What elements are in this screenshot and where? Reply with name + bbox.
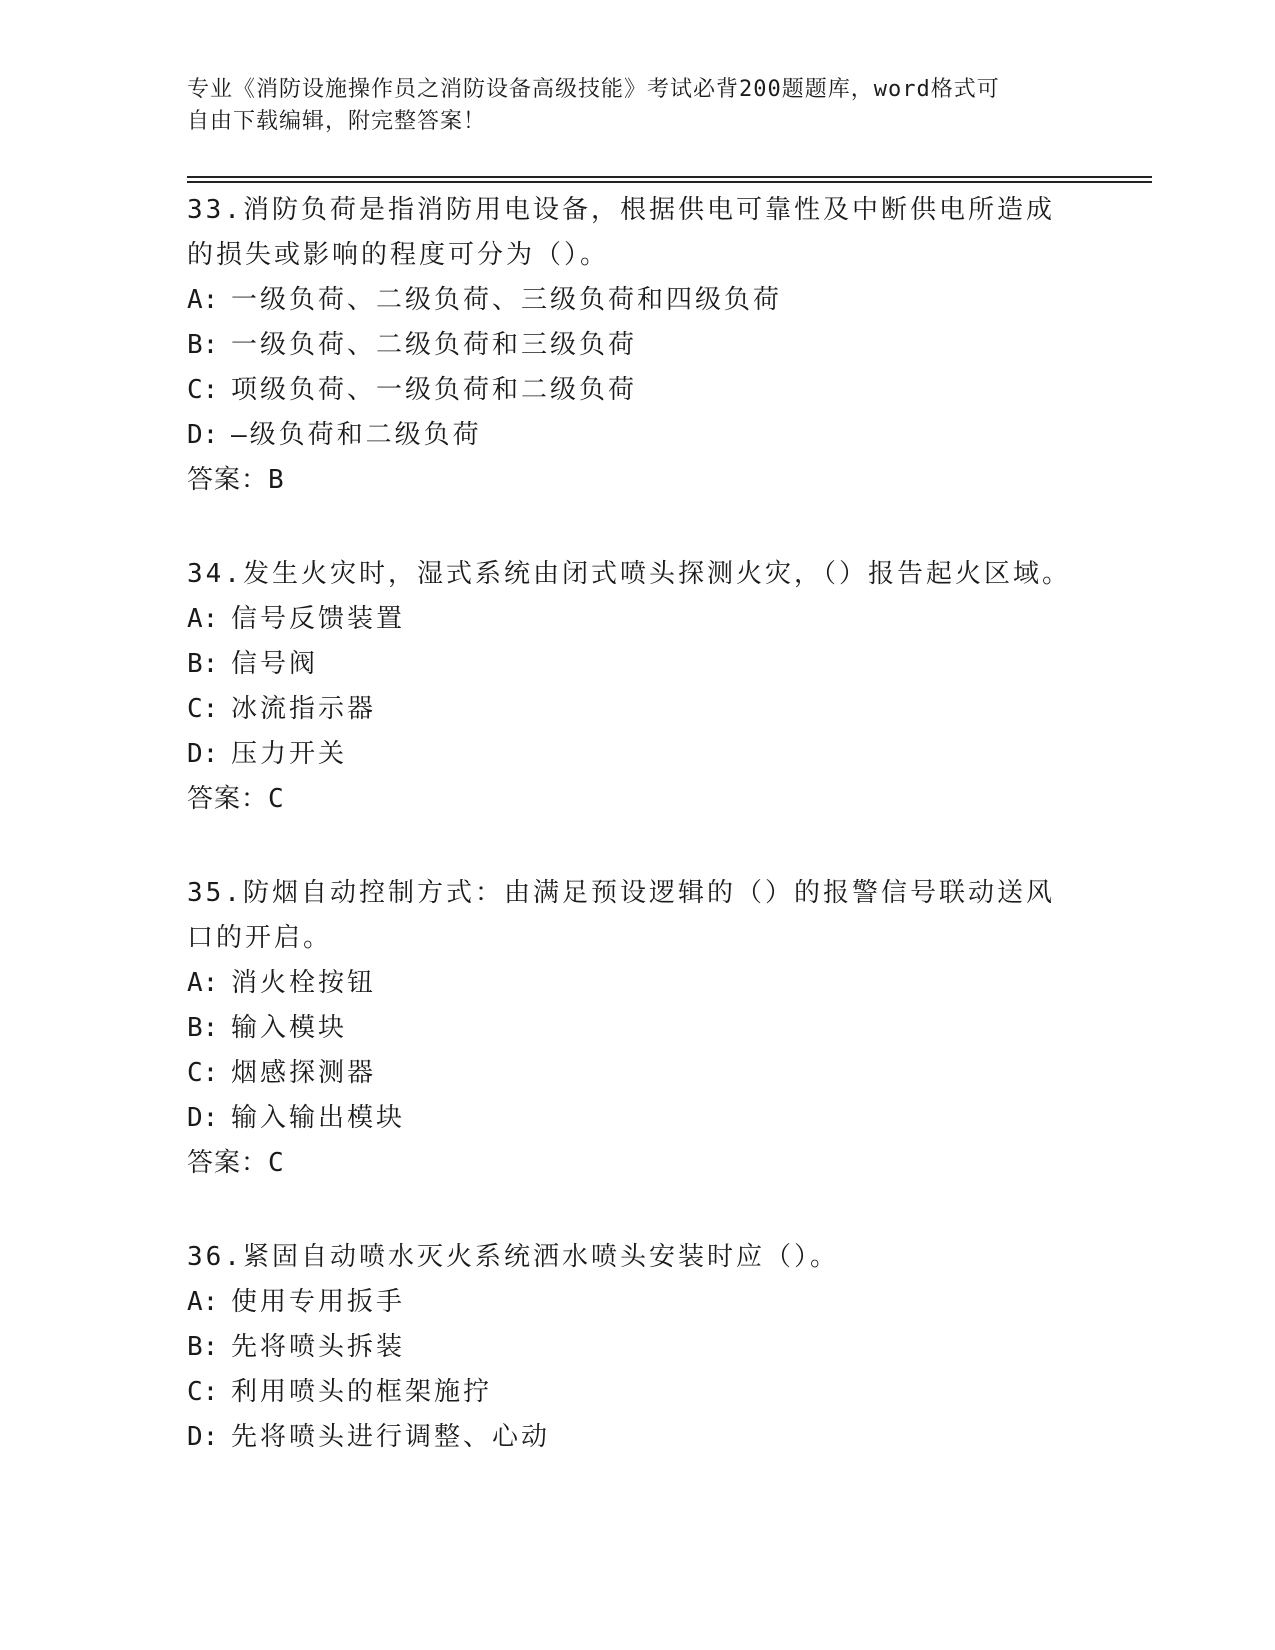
option-key: C:: [187, 694, 219, 724]
option-key: B:: [187, 330, 219, 360]
option-text: 利用喷头的框架施拧: [231, 1377, 493, 1407]
option-c: [187, 1051, 1077, 1096]
question-34: [187, 552, 1077, 822]
option-text: 输入输出模块: [231, 1103, 406, 1133]
answer-value: B: [268, 465, 285, 495]
option-a: [187, 278, 1077, 323]
option-text: 一级负荷、二级负荷、三级负荷和四级负荷: [231, 285, 783, 315]
option-key: C:: [187, 375, 219, 405]
document-header: [187, 74, 1067, 138]
question-35: [187, 871, 1077, 1186]
answer: [187, 777, 1077, 822]
option-key: C:: [187, 1058, 219, 1088]
option-key: A:: [187, 604, 219, 634]
option-c: [187, 687, 1077, 732]
option-text: 压力开关: [231, 739, 348, 769]
option-d: [187, 413, 1077, 458]
header-divider-bottom: [187, 181, 1152, 183]
option-key: A:: [187, 1287, 219, 1317]
question-36: [187, 1235, 1077, 1460]
option-key: D:: [187, 1103, 219, 1133]
option-text: 冰流指示器: [231, 694, 377, 724]
option-text: 消火栓按钮: [231, 968, 377, 998]
option-key: D:: [187, 739, 219, 769]
option-key: B:: [187, 649, 219, 679]
option-key: D:: [187, 420, 219, 450]
option-text: 信号反馈装置: [231, 604, 406, 634]
option-a: [187, 597, 1077, 642]
answer-value: C: [268, 1148, 285, 1178]
option-text: 先将喷头拆装: [231, 1332, 406, 1362]
option-key: C:: [187, 1377, 219, 1407]
header-line-1: 专业《消防设施操作员之消防设备高级技能》考试必背200题题库，word格式可: [187, 77, 1000, 102]
option-key: B:: [187, 1332, 219, 1362]
option-text: 烟感探测器: [231, 1058, 377, 1088]
option-text: 先将喷头进行调整、心动: [231, 1422, 551, 1452]
answer-label: 答案：: [187, 1148, 269, 1178]
answer-label: 答案：: [187, 465, 269, 495]
option-b: [187, 323, 1077, 368]
answer-label: 答案：: [187, 784, 269, 814]
option-b: [187, 642, 1077, 687]
option-a: [187, 961, 1077, 1006]
option-text: —级负荷和二级负荷: [231, 420, 482, 450]
option-d: [187, 1096, 1077, 1141]
option-key: D:: [187, 1422, 219, 1452]
option-key: B:: [187, 1013, 219, 1043]
question-stem: 34.发生火灾时，湿式系统由闭式喷头探测火灾，（）报告起火区域。: [187, 559, 1071, 589]
option-text: 使用专用扳手: [231, 1287, 406, 1317]
option-d: [187, 1415, 1077, 1460]
question-stem: 36.紧固自动喷水灭火系统洒水喷头安装时应（）。: [187, 1242, 839, 1272]
header-line-2: 自由下载编辑，附完整答案！: [187, 109, 487, 134]
header-divider-top: [187, 176, 1152, 178]
option-key: A:: [187, 285, 219, 315]
option-key: A:: [187, 968, 219, 998]
option-d: [187, 732, 1077, 777]
answer-value: C: [268, 784, 285, 814]
option-text: 一级负荷、二级负荷和三级负荷: [231, 330, 638, 360]
option-text: 输入模块: [231, 1013, 348, 1043]
option-text: 项级负荷、一级负荷和二级负荷: [231, 375, 638, 405]
option-text: 信号阀: [231, 649, 319, 679]
option-c: [187, 1370, 1077, 1415]
option-a: [187, 1280, 1077, 1325]
answer: [187, 458, 1077, 503]
question-stem: 35.防烟自动控制方式：由满足预设逻辑的（）的报警信号联动送风口的开启。: [187, 878, 1055, 953]
question-33: [187, 188, 1077, 503]
answer: [187, 1141, 1077, 1186]
question-stem: 33.消防负荷是指消防用电设备，根据供电可靠性及中断供电所造成的损失或影响的程度可分为（）。: [187, 195, 1055, 270]
option-b: [187, 1006, 1077, 1051]
option-c: [187, 368, 1077, 413]
option-b: [187, 1325, 1077, 1370]
